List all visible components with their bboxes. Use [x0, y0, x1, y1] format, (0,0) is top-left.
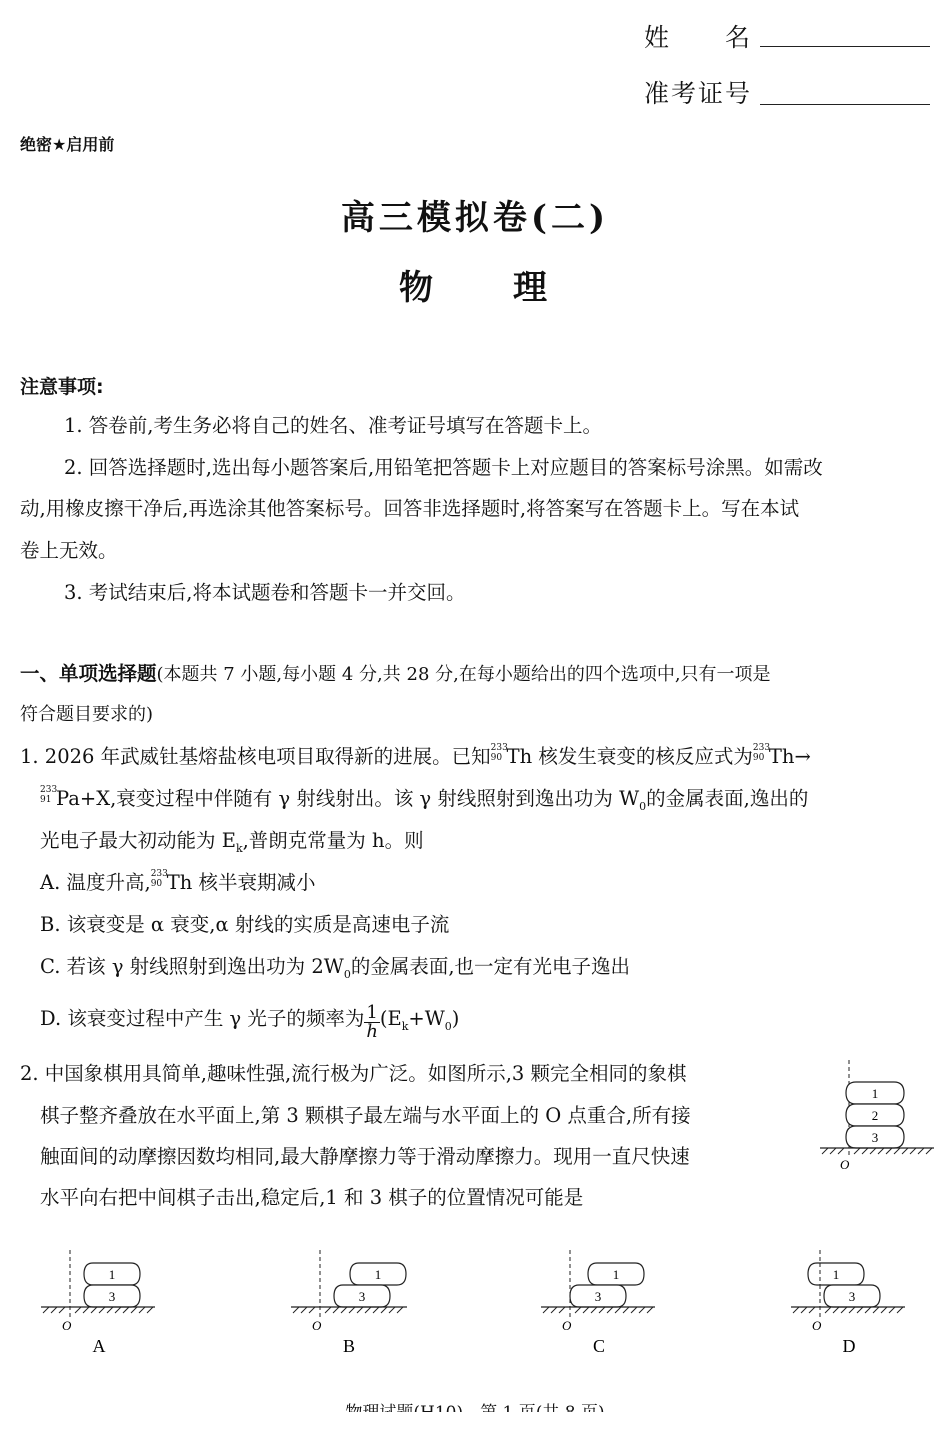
- id-label: 准考证号: [644, 79, 753, 108]
- q2-line: 棋子整齐叠放在水平面上,第 3 颗棋子最左端与水平面上的 O 点重合,所有接: [40, 1104, 691, 1127]
- svg-text:1: 1: [612, 1267, 620, 1282]
- q1-option-d: D. 该衰变过程中产生 γ 光子的频率为 $\frac{1}{h}$ $(E_k+W_0)$: [40, 1002, 460, 1042]
- subject-title: 物 理: [399, 268, 551, 308]
- option-label: B: [342, 1336, 356, 1356]
- q2-line: 触面间的动摩擦因数均相同,最大静摩擦力等于滑动摩擦力。现用一直尺快速: [40, 1145, 690, 1168]
- confidential-mark: 绝密★启用前: [20, 135, 115, 154]
- id-field[interactable]: [760, 104, 930, 105]
- svg-text:1: 1: [374, 1267, 382, 1282]
- name-field[interactable]: [760, 46, 930, 47]
- q2-option-figure-c[interactable]: [535, 1250, 665, 1360]
- svg-text:1: 1: [871, 1086, 879, 1101]
- svg-text:3: 3: [871, 1130, 879, 1145]
- section-desc: (本题共 7 小题,每小题 4 分,共 28 分,在每小题给出的四个选项中,只有一项是: [156, 664, 771, 685]
- svg-text:1: 1: [832, 1267, 840, 1282]
- q1-option-b: B. 该衰变是 α 衰变,α 射线的实质是高速电子流: [40, 913, 450, 936]
- notice-item: 2. 回答选择题时,选出每小题答案后,用铅笔把答题卡上对应题目的答案标号涂黑。如需改: [64, 456, 823, 479]
- nuclide-pa: 233 91: [40, 785, 58, 805]
- svg-text:O: O: [562, 1318, 572, 1333]
- q1-line: 233 91 Pa+X,衰变过程中伴随有 γ 射线射出。该 γ 射线照射到逸出功为 $W_0$的金属表面,逸出的: [40, 785, 809, 813]
- q2-option-figure-a[interactable]: [35, 1250, 165, 1360]
- notice-item: 卷上无效。: [20, 539, 118, 562]
- notice-item: 1. 答卷前,考生务必将自己的姓名、准考证号填写在答题卡上。: [64, 414, 603, 437]
- bottom-margin: [0, 1412, 950, 1434]
- q2-line: 2. 中国象棋用具简单,趣味性强,流行极为广泛。如图所示,3 颗完全相同的象棋: [20, 1062, 687, 1085]
- svg-text:3: 3: [594, 1289, 602, 1304]
- section-heading: [20, 660, 771, 689]
- svg-text:O: O: [812, 1318, 822, 1333]
- svg-text:1: 1: [108, 1267, 116, 1282]
- q1-line: 光电子最大初动能为 $E_k$,普朗克常量为 h。则: [40, 829, 424, 855]
- option-label: C: [592, 1336, 606, 1356]
- page-title: 高三模拟卷(二): [340, 198, 610, 238]
- q1-option-a: A. 温度升高, 233 90 Th 核半衰期减小: [40, 869, 316, 894]
- svg-text:O: O: [312, 1318, 322, 1333]
- svg-text:3: 3: [358, 1289, 366, 1304]
- svg-text:2: 2: [871, 1108, 879, 1123]
- name-label: 姓 名: [644, 23, 753, 52]
- fraction: $\frac{1}{h}$: [366, 1002, 378, 1042]
- section-desc: 符合题目要求的): [20, 704, 154, 725]
- q2-option-figure-d[interactable]: [785, 1250, 915, 1360]
- nuclide-th: 233 90: [752, 743, 771, 763]
- q2-line: 水平向右把中间棋子击出,稳定后,1 和 3 棋子的位置情况可能是: [40, 1186, 584, 1209]
- q2-stack-figure: [812, 1055, 952, 1175]
- page-footer: [0, 1398, 950, 1412]
- notice-heading: 注意事项:: [20, 376, 104, 398]
- svg-text:O: O: [62, 1318, 72, 1333]
- svg-text:O: O: [840, 1157, 850, 1172]
- notice-item: 3. 考试结束后,将本试题卷和答题卡一并交回。: [64, 581, 466, 604]
- option-label: A: [92, 1336, 106, 1356]
- svg-text:3: 3: [848, 1289, 856, 1304]
- notice-item: 动,用橡皮擦干净后,再选涂其他答案标号。回答非选择题时,将答案写在答题卡上。写在本试: [20, 497, 800, 520]
- q2-option-figure-b[interactable]: [285, 1250, 415, 1360]
- nuclide-th: 233 90: [490, 743, 508, 763]
- option-label: D: [842, 1336, 856, 1356]
- q1-line: 1. 2026 年武威钍基熔盐核电项目取得新的进展。已知 233 90 Th 核发生衰变的核反应式为 233 90 Th→: [20, 743, 811, 768]
- svg-text:3: 3: [108, 1289, 116, 1304]
- section-title: 一、单项选择题: [20, 662, 157, 685]
- q1-option-c: C. 若该 γ 射线照射到逸出功为 $2W_0$的金属表面,也一定有光电子逸出: [40, 955, 631, 981]
